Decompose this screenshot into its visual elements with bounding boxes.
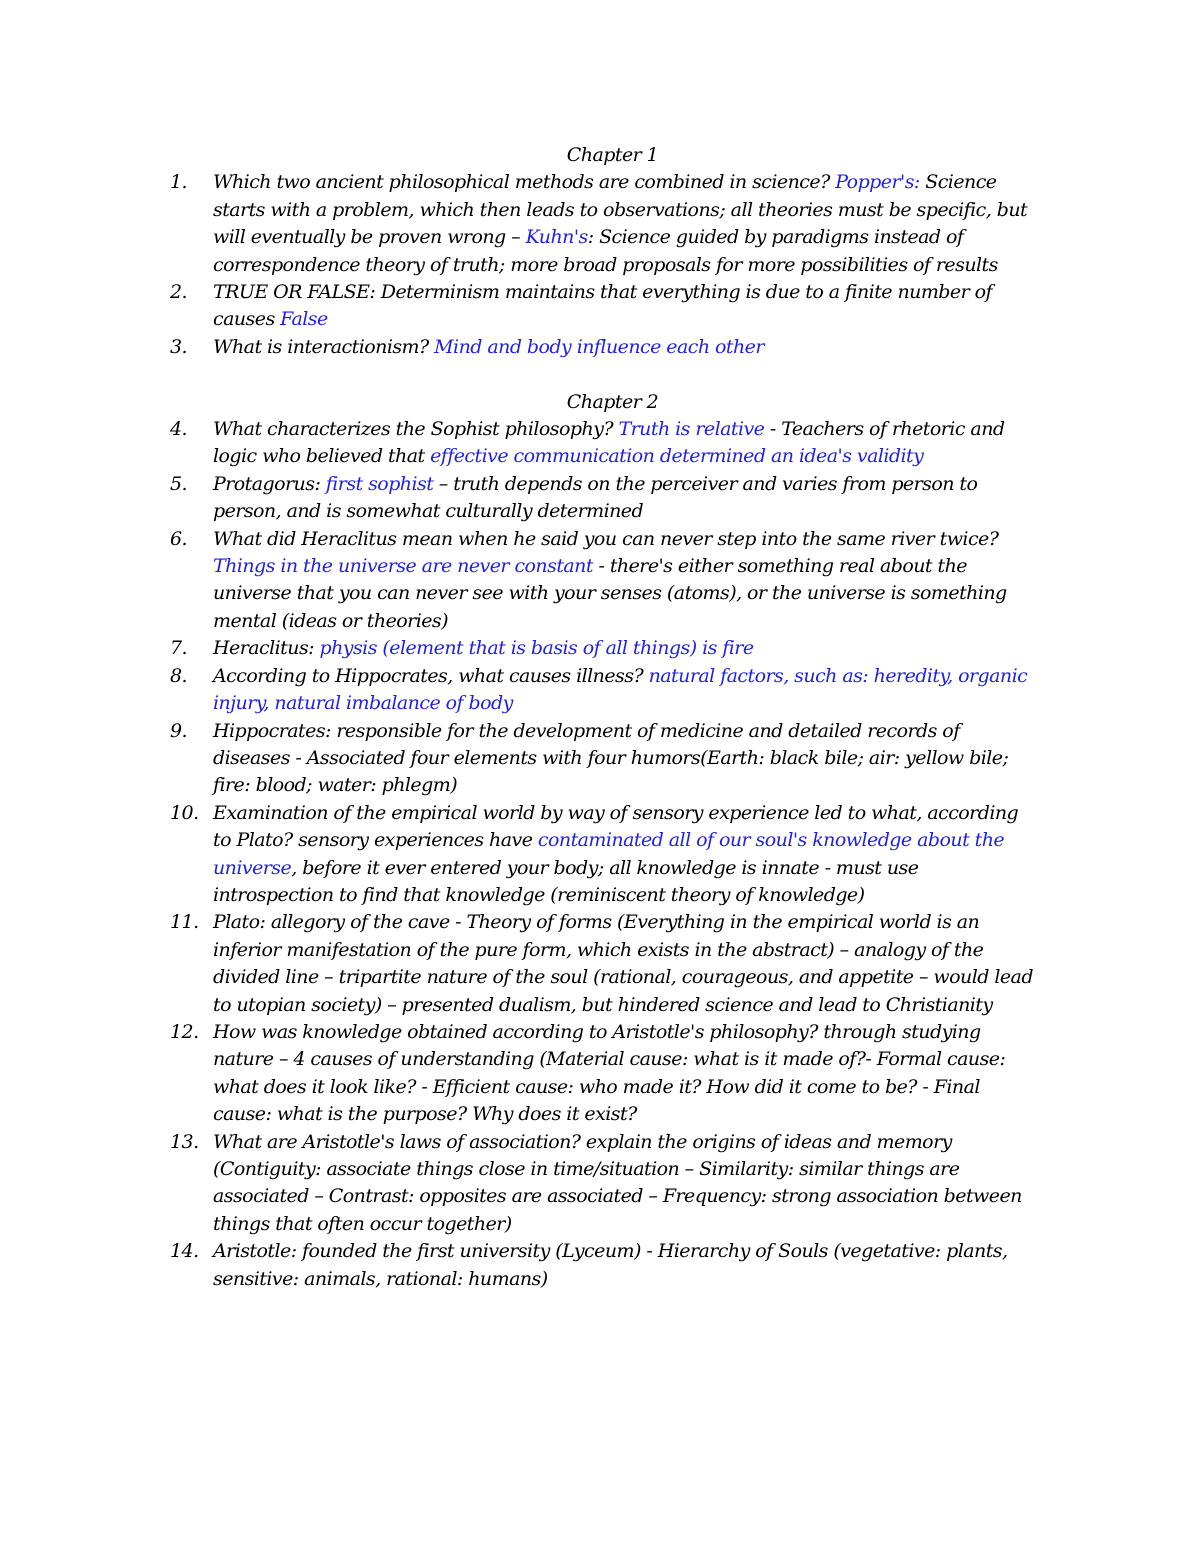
highlighted-answer-text: Kuhn's	[525, 226, 588, 249]
highlighted-answer-text: Popper's:	[835, 171, 920, 194]
highlighted-answer-text: effective communication determined an idea's validity	[430, 445, 924, 468]
item-text: Protagorus:	[213, 472, 326, 495]
section-spacer	[170, 361, 1040, 388]
item-text: What did Heraclitus mean when he said you can never step into the same river twice?	[213, 527, 999, 550]
item-text: Science starts with a problem, which then leads to observations; all theories must be specific, but will eventually be proven wrong –	[213, 171, 1028, 249]
list-item	[170, 1129, 1040, 1239]
item-number: 9.	[170, 719, 188, 742]
question-list	[170, 169, 1040, 361]
item-number: 4.	[170, 418, 188, 441]
item-number: 7.	[170, 637, 188, 660]
chapter-section	[170, 389, 1040, 1293]
item-text: , before it ever entered your body; all knowledge is innate - must use introspection to find that knowledge (reminiscent theory of knowledge)	[213, 856, 919, 906]
item-number: 1.	[170, 171, 188, 194]
highlighted-answer-text: Truth is relative	[618, 418, 765, 441]
chapter-section	[170, 142, 1040, 361]
item-number: 5.	[170, 472, 188, 495]
list-item	[170, 800, 1040, 910]
chapter-title: Chapter 1	[566, 144, 659, 166]
item-number: 6.	[170, 527, 188, 550]
highlighted-answer-text: first sophist	[325, 472, 434, 495]
item-text: Heraclitus:	[213, 637, 320, 660]
item-number: 2.	[170, 281, 188, 304]
item-text: What is interactionism?	[213, 335, 435, 358]
item-text: According to Hippocrates, what causes illness?	[213, 664, 649, 687]
highlighted-answer-text: Mind and body influence each other	[434, 335, 764, 358]
list-item	[170, 334, 1040, 361]
item-text: Which two ancient philosophical methods are combined in science?	[213, 171, 836, 194]
list-item	[170, 526, 1040, 636]
item-text: : Science guided by paradigms instead of correspondence theory of truth; more broad proposals for more possibilities of results	[213, 226, 998, 276]
item-number: 8.	[170, 664, 188, 687]
item-text: – truth depends on the perceiver and varies from person to person, and is somewhat culturally determined	[213, 472, 978, 523]
document-body	[170, 142, 1040, 1293]
item-text: Examination of the empirical world by way of sensory experience led to what, according to Plato? sensory experiences have	[213, 801, 1019, 852]
highlighted-answer-text: False	[280, 308, 328, 331]
item-number: 10.	[170, 801, 199, 824]
highlighted-answer-text: physis (element that is basis of all things) is fire	[319, 637, 754, 660]
highlighted-answer-text: Things in the universe are never constant	[213, 555, 593, 578]
item-number: 12.	[170, 1020, 199, 1043]
list-item	[170, 279, 1040, 334]
list-item	[170, 169, 1040, 279]
question-list	[170, 416, 1040, 1293]
list-item	[170, 663, 1040, 718]
highlighted-answer-text: natural factors, such as: heredity, organic injury, natural imbalance of body	[213, 664, 1028, 715]
item-text: What characterizes the Sophist philosophy?	[213, 418, 619, 441]
list-item	[170, 909, 1040, 1019]
list-item	[170, 416, 1040, 471]
list-item	[170, 718, 1040, 800]
item-text: Aristotle: founded the first university (Lyceum) - Hierarchy of Souls (vegetative: plants, sensitive: animals, rational: humans)	[213, 1240, 1008, 1290]
item-number: 14.	[170, 1240, 199, 1263]
item-number: 3.	[170, 335, 188, 358]
list-item	[170, 1019, 1040, 1129]
list-item	[170, 471, 1040, 526]
item-text: - there's either something real about the universe that you can never see with your senses (atoms), or the universe is something mental (ideas or theories)	[213, 555, 1007, 632]
item-text: TRUE OR FALSE: Determinism maintains that everything is due to a finite number of causes	[213, 281, 993, 331]
item-text: - Teachers of rhetoric and logic who believed that	[213, 418, 1005, 468]
item-text: What are Aristotle's laws of association? explain the origins of ideas and memory (Contiguity: associate things close in time/situation – Similarity: similar things are associated – Contrast: opposites are associated – Frequency: strong association between things that often occur together)	[213, 1130, 1022, 1235]
chapter-title: Chapter 2	[566, 390, 659, 413]
item-number: 13.	[170, 1130, 199, 1153]
list-item	[170, 1238, 1040, 1293]
item-text: Hippocrates: responsible for the development of medicine and detailed records of diseases - Associated four elements with four humors(Earth: black bile; air: yellow bile; fire: blood; water: phlegm)	[213, 719, 1009, 797]
highlighted-answer-text: contaminated all of our soul's knowledge about the universe	[213, 829, 1005, 879]
item-number: 11.	[170, 911, 199, 934]
item-text: Plato: allegory of the cave - Theory of forms (Everything in the empirical world is an inferior manifestation of the pure form, which exists in the abstract) – analogy of the divided line – tripartite nature of the soul (rational, courageous, and appetite – would lead to utopian society) – presented dualism, but hindered science and lead to Christianity	[213, 911, 1033, 1016]
list-item	[170, 635, 1040, 662]
item-text: How was knowledge obtained according to Aristotle's philosophy? through studying nature – 4 causes of understanding (Material cause: what is it made of?- Formal cause: what does it look like? - Efficient cause: who made it? How did it come to be? - Final cause: what is the purpose? Why does it exist?	[213, 1020, 1006, 1126]
